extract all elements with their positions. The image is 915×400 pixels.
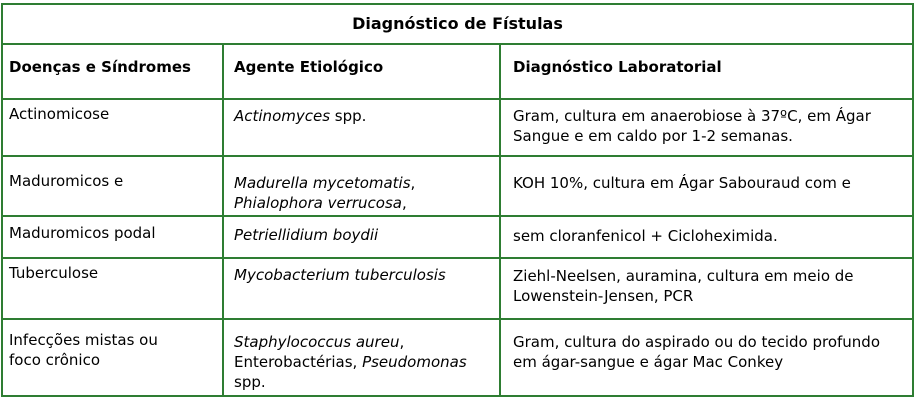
header-agent-label: Agente Etiológico — [234, 57, 384, 76]
diagnosis-line: Lowenstein-Jensen, PCR — [513, 286, 694, 305]
header-diseases — [2, 44, 223, 99]
diagnosis-text: KOH 10%, cultura em Ágar Sabouraud com e — [513, 173, 851, 192]
agent-text — [224, 217, 499, 245]
diagnosis-cell — [500, 156, 913, 217]
header-agent — [223, 44, 500, 99]
table-row — [2, 216, 913, 258]
agent-cell — [223, 99, 500, 155]
diagnosis-line: Ziehl-Neelsen, auramina, cultura em meio de — [513, 266, 854, 285]
table-row — [2, 258, 913, 319]
table-row — [2, 319, 913, 396]
diagnosis-text — [501, 100, 912, 146]
agent-species: Phialophora verrucosa — [234, 193, 402, 212]
fistula-diagnosis-table — [1, 3, 914, 397]
disease-name: Actinomicose — [9, 105, 110, 124]
diagnosis-cell — [500, 216, 913, 258]
diagnosis-line: Sangue e em caldo por 1-2 semanas. — [513, 127, 793, 146]
disease-cell — [2, 258, 223, 319]
agent-cell — [223, 156, 500, 217]
agent-text — [224, 259, 499, 285]
agent-cell — [223, 319, 500, 396]
diagnosis-text — [501, 259, 912, 306]
header-diagnosis-label: Diagnóstico Laboratorial — [513, 57, 722, 76]
agent-text — [224, 100, 499, 126]
diagnosis-text: sem cloranfenicol + Cicloheximida. — [513, 227, 778, 246]
agent-species: Mycobacterium tuberculosis — [234, 265, 446, 284]
disease-name: Maduromicos e — [9, 171, 124, 190]
diagnosis-cell — [500, 319, 913, 396]
disease-line: foco crônico — [9, 350, 101, 369]
agent-plain: Enterobactérias, — [234, 352, 363, 371]
agent-species: Petriellidium boydii — [234, 226, 379, 245]
agent-species: Actinomyces — [234, 107, 331, 126]
disease-cell — [2, 156, 223, 217]
agent-plain: spp. — [234, 372, 266, 391]
agent-species: Staphylococcus aureu — [234, 332, 400, 351]
disease-name: Tuberculose — [9, 263, 99, 282]
disease-name: Maduromicos podal — [9, 224, 156, 243]
diagnosis-line: em ágar-sangue e ágar Mac Conkey — [513, 352, 784, 371]
agent-separator: , — [399, 332, 405, 351]
agent-species: Pseudomonas — [362, 352, 467, 371]
diagnosis-cell — [500, 258, 913, 319]
table-title: Diagnóstico de Fístulas — [352, 13, 563, 33]
diagnosis-cell — [500, 99, 913, 155]
disease-cell — [2, 99, 223, 155]
header-diagnosis — [500, 44, 913, 99]
agent-species: Madurella mycetomatis — [234, 173, 411, 192]
diagnosis-line: Gram, cultura em anaerobiose à 37ºC, em Ágar — [513, 107, 871, 126]
disease-cell — [2, 319, 223, 396]
agent-separator: , — [401, 193, 407, 212]
disease-line: Infecções mistas ou — [9, 330, 158, 349]
table-row — [2, 99, 913, 155]
disease-cell — [2, 216, 223, 258]
table-title-cell — [2, 4, 913, 44]
header-diseases-label: Doenças e Síndromes — [9, 57, 191, 76]
agent-text — [224, 157, 499, 213]
agent-cell — [223, 258, 500, 319]
agent-text — [224, 320, 499, 392]
agent-separator: , — [410, 173, 416, 192]
diagnosis-text — [501, 320, 912, 372]
agent-cell — [223, 216, 500, 258]
disease-name — [3, 320, 222, 370]
table-row — [2, 156, 913, 217]
agent-suffix: spp. — [330, 107, 367, 126]
diagnosis-line: Gram, cultura do aspirado ou do tecido profundo — [513, 332, 880, 351]
